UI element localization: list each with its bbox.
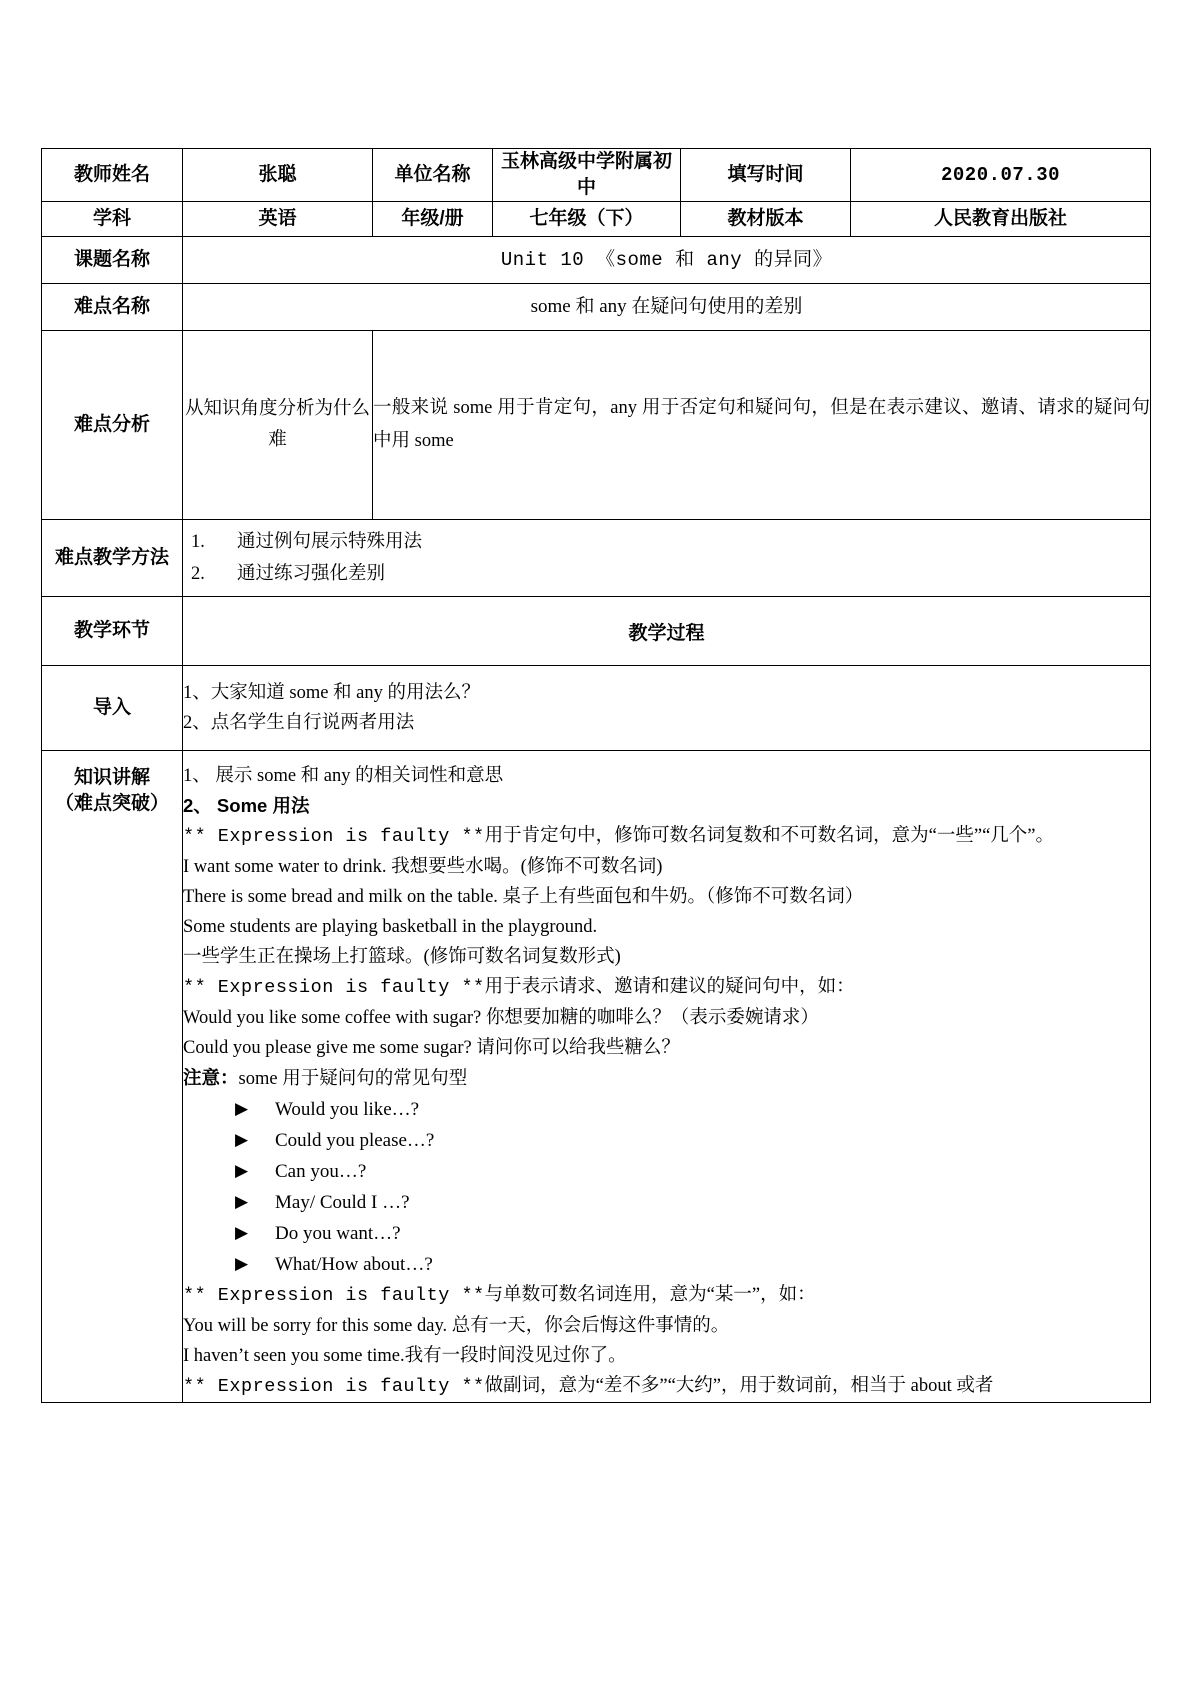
table-row: [42, 666, 1151, 751]
table-row: [42, 284, 1151, 331]
knowledge-label-line-2: （难点突破）: [54, 793, 169, 814]
fill-date-value: 2020.07.30: [851, 149, 1151, 202]
list-item: [231, 1094, 1150, 1125]
example-a-4: 一些学生正在操场上打篮球。(修饰可数名词复数形式): [183, 947, 621, 967]
teaching-method-list: [183, 526, 1150, 590]
teacher-name-label: 教师姓名: [42, 149, 183, 202]
knowledge-content-cell: [183, 751, 1151, 1403]
example-c-1: You will be sorry for this some day. 总有一天，你会后悔这件事情的。: [183, 1316, 730, 1336]
faulty-block-b: [183, 972, 1150, 1003]
example-b-2: Could you please give me some sugar? 请问你可以给我些糖么？: [183, 1038, 680, 1058]
faulty-marker-a: ** Expression is faulty **: [183, 826, 485, 847]
note-label: 注意：: [183, 1067, 239, 1088]
faulty-marker-c: ** Expression is faulty **: [183, 1285, 485, 1306]
intro-label: 导入: [42, 666, 183, 751]
table-row: [42, 149, 1151, 202]
knowledge-label: [42, 751, 183, 1403]
textbook-version-label: 教材版本: [681, 202, 851, 237]
triangle-bullet-icon: ▶: [235, 1192, 249, 1211]
list-item-label: Would you like…?: [275, 1099, 420, 1120]
teaching-process-title: 教学过程: [183, 597, 1151, 666]
faulty-text-d: 做副词，意为“差不多”“大约”，用于数词前，相当于 about 或者: [484, 1376, 994, 1396]
list-item: [231, 1218, 1150, 1249]
topic-label: 课题名称: [42, 237, 183, 284]
example-a-2: There is some bread and milk on the table. 桌子上有些面包和牛奶。（修饰不可数名词）: [183, 887, 864, 907]
table-row: [42, 331, 1151, 520]
triangle-bullet-icon: ▶: [235, 1223, 249, 1242]
table-row: [42, 202, 1151, 237]
grade-value: 七年级（下）: [493, 202, 681, 237]
list-item-label: May/ Could I …?: [275, 1192, 410, 1213]
table-row: [42, 520, 1151, 597]
example-c-2: I haven’t seen you some time.我有一段时间没见过你了。: [183, 1346, 627, 1366]
pattern-list: [183, 1094, 1150, 1280]
unit-name-label: 单位名称: [373, 149, 493, 202]
teaching-stage-label: 教学环节: [42, 597, 183, 666]
topic-value: Unit 10 《some 和 any 的异同》: [183, 237, 1151, 284]
table-row: [42, 597, 1151, 666]
difficulty-analysis-prompt: 从知识角度分析为什么难: [183, 331, 373, 520]
knowledge-line-2: 2、 Some 用法: [183, 795, 310, 816]
triangle-bullet-icon: ▶: [235, 1161, 249, 1180]
faulty-text-b: 用于表示请求、邀请和建议的疑问句中，如：: [484, 977, 855, 997]
faulty-marker-d: ** Expression is faulty **: [183, 1376, 485, 1397]
difficulty-name-value: some 和 any 在疑问句使用的差别: [183, 284, 1151, 331]
fill-date-label: 填写时间: [681, 149, 851, 202]
list-item: [183, 558, 1150, 590]
teacher-name-value: 张聪: [183, 149, 373, 202]
list-item: [183, 526, 1150, 558]
list-item-label: Do you want…?: [275, 1223, 401, 1244]
triangle-bullet-icon: ▶: [235, 1099, 249, 1118]
faulty-marker-b: ** Expression is faulty **: [183, 977, 485, 998]
list-item-label: 通过练习强化差别: [237, 564, 386, 584]
table-row: [42, 237, 1151, 284]
faulty-text-c: 与单数可数名词连用，意为“某一”，如：: [484, 1285, 816, 1305]
difficulty-analysis-label: 难点分析: [42, 331, 183, 520]
subject-label: 学科: [42, 202, 183, 237]
faulty-block-c: [183, 1280, 1150, 1311]
intro-cell: [183, 666, 1151, 751]
example-a-1: I want some water to drink. 我想要些水喝。(修饰不可数名词): [183, 857, 663, 877]
note-text: some 用于疑问句的常见句型: [238, 1069, 468, 1089]
teaching-method-list-cell: [183, 520, 1151, 597]
list-item-label: What/How about…?: [275, 1254, 433, 1275]
intro-line-2: 2、点名学生自行说两者用法: [183, 713, 415, 733]
list-item: [231, 1125, 1150, 1156]
textbook-version-value: 人民教育出版社: [851, 202, 1151, 237]
difficulty-analysis-body: 一般来说 some 用于肯定句，any 用于否定句和疑问句，但是在表示建议、邀请、请求的疑问句中用 some: [373, 331, 1151, 520]
faulty-block-a: [183, 821, 1150, 852]
list-item-label: Can you…?: [275, 1161, 367, 1182]
list-item-number: 1.: [191, 532, 205, 552]
subject-value: 英语: [183, 202, 373, 237]
example-a-3: Some students are playing basketball in the playground.: [183, 917, 598, 937]
note-line: [183, 1063, 1150, 1094]
list-item: [231, 1249, 1150, 1280]
faulty-block-d: [183, 1371, 1150, 1402]
intro-line-1: 1、大家知道 some 和 any 的用法么？: [183, 683, 481, 703]
list-item-label: Could you please…?: [275, 1130, 435, 1151]
triangle-bullet-icon: ▶: [235, 1254, 249, 1273]
teaching-method-label: 难点教学方法: [42, 520, 183, 597]
difficulty-name-label: 难点名称: [42, 284, 183, 331]
lesson-plan-table: [41, 148, 1151, 1403]
knowledge-line-1: 1、 展示 some 和 any 的相关词性和意思: [183, 766, 504, 786]
faulty-text-a: 用于肯定句中，修饰可数名词复数和不可数名词，意为“一些”“几个”。: [484, 826, 1055, 846]
example-b-1: Would you like some coffee with sugar? 你想要加糖的咖啡么？（表示委婉请求）: [183, 1008, 819, 1028]
list-item-number: 2.: [191, 564, 205, 584]
list-item: [231, 1156, 1150, 1187]
table-row: [42, 751, 1151, 1403]
knowledge-label-line-1: 知识讲解: [73, 767, 150, 788]
grade-label: 年级/册: [373, 202, 493, 237]
list-item-label: 通过例句展示特殊用法: [237, 532, 423, 552]
list-item: [231, 1187, 1150, 1218]
unit-name-value: 玉林高级中学附属初中: [493, 149, 681, 202]
triangle-bullet-icon: ▶: [235, 1130, 249, 1149]
